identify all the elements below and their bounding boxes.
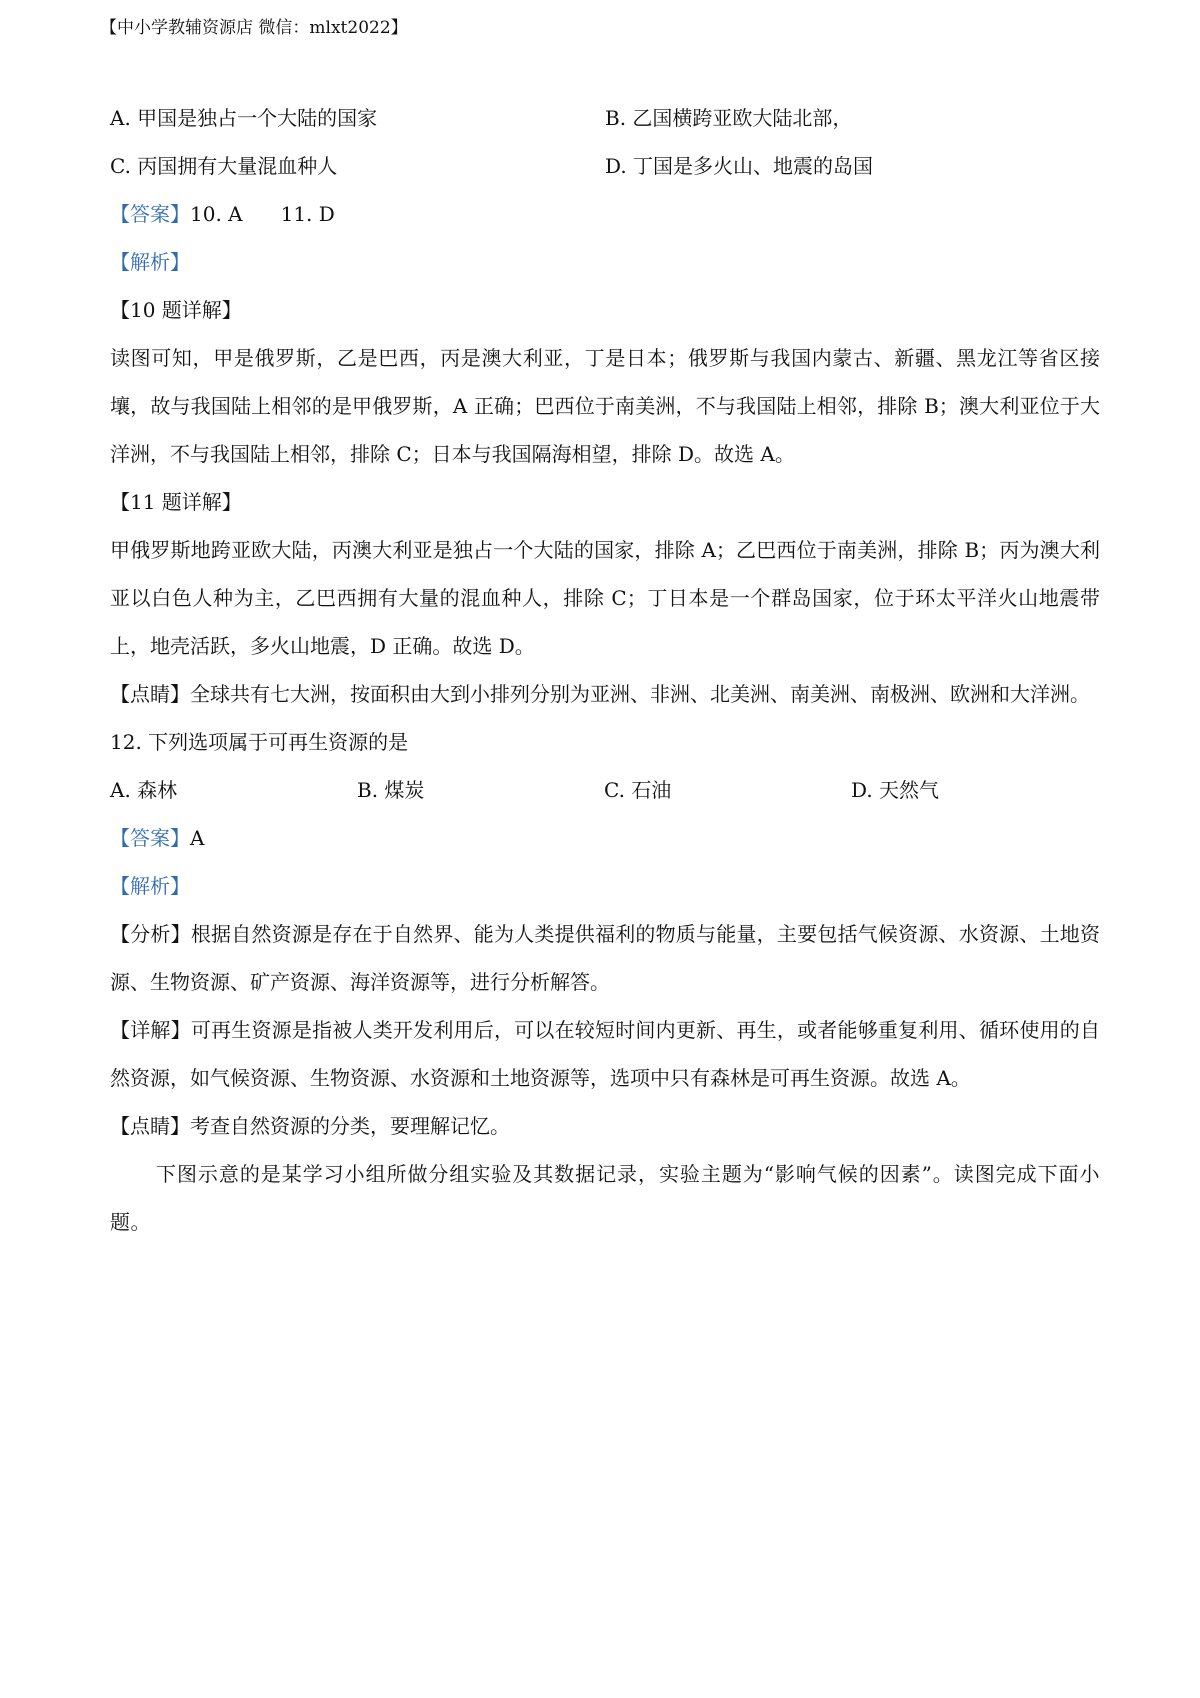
answer-tag: 【答案】 [110,202,190,226]
question-12-stem: 12. 下列选项属于可再生资源的是 [110,730,409,754]
analysis-heading-1: 【解析】 [110,250,190,274]
answer-10-11 [110,190,1100,238]
q10-11-options-row-2 [110,142,1100,190]
option-a: A. 甲国是独占一个大陆的国家 [110,106,378,130]
option-d: D. 天然气 [851,778,940,802]
option-a: A. 森林 [110,778,178,802]
point-note-2: 【点睛】考查自然资源的分类，要理解记忆。 [110,1114,510,1138]
option-c: C. 丙国拥有大量混血种人 [110,154,338,178]
option-b: B. 煤炭 [357,778,425,802]
option-c: C. 石油 [604,778,672,802]
answer-value: A [190,826,205,850]
page-header: 【中小学教辅资源店 微信：mlxt2022】 [100,18,408,38]
option-d: D. 丁国是多火山、地震的岛国 [605,154,874,178]
analysis-heading-2: 【解析】 [110,874,190,898]
point-note-1: 【点睛】全球共有七大洲，按面积由大到小排列分别为亚洲、非洲、北美洲、南美洲、南极洲、欧洲和大洋洲。 [110,682,1090,706]
next-question-intro: 下图示意的是某学习小组所做分组实验及其数据记录，实验主题为“影响气候的因素”。读图完成下面小题。 [110,1162,1100,1234]
option-b: B. 乙国横跨亚欧大陆北部， [605,106,853,130]
analysis-xiangjie: 【详解】可再生资源是指被人类开发利用后，可以在较短时间内更新、再生，或者能够重复利用、循环使用的自然资源，如气候资源、生物资源、水资源和土地资源等，选项中只有森林是可再生资源。故选 A。 [110,1018,1100,1090]
answer-tag: 【答案】 [110,826,190,850]
q10-11-options-row-1 [110,94,1100,142]
answer-10: 10. A [190,202,243,226]
detail-10-text: 读图可知，甲是俄罗斯，乙是巴西，丙是澳大利亚，丁是日本；俄罗斯与我国内蒙古、新疆、黑龙江等省区接壤，故与我国陆上相邻的是甲俄罗斯，A 正确；巴西位于南美洲，不与我国陆上相邻，排除 B；澳大利亚位于大洋洲，不与我国陆上相邻，排除 C；日本与我国隔海相望，排除 D。故选 A。 [110,346,1100,466]
detail-11-text: 甲俄罗斯地跨亚欧大陆，丙澳大利亚是独占一个大陆的国家，排除 A；乙巴西位于南美洲，排除 B；丙为澳大利亚以白色人种为主，乙巴西拥有大量的混血种人，排除 C；丁日本是一个群岛国家，位于环太平洋火山地震带上，地壳活跃，多火山地震，D 正确。故选 D。 [110,538,1100,658]
detail-10-title: 【10 题详解】 [110,298,242,322]
answer-12 [110,814,1100,862]
question-12-options [110,766,1100,814]
analysis-fenxi: 【分析】根据自然资源是存在于自然界、能为人类提供福利的物质与能量，主要包括气候资源、水资源、土地资源、生物资源、矿产资源、海洋资源等，进行分析解答。 [110,922,1100,994]
document-body [110,94,1100,1246]
detail-11-title: 【11 题详解】 [110,490,242,514]
answer-11: 11. D [280,202,335,226]
